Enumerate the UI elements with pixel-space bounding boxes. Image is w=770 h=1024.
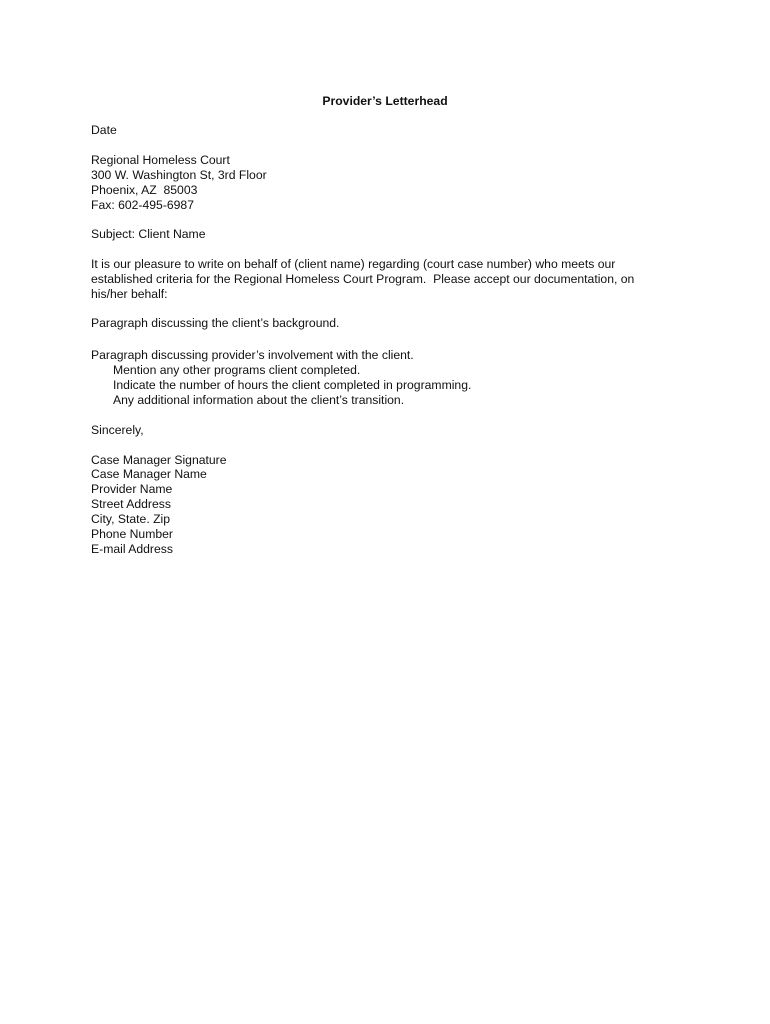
subject-text: Subject: Client Name [91,227,206,242]
involvement-point: Mention any other programs client completed. [113,362,361,377]
intro-line: his/her behalf: [91,287,168,302]
involvement-point: Any additional information about the client’s transition. [113,392,405,407]
signature-line: Provider Name [91,482,173,497]
date-text: Date [91,122,117,137]
involvement-text: Paragraph discussing provider’s involvement with the client. [91,347,414,362]
date-line [91,123,671,138]
involvement-paragraph [91,348,671,408]
recipient-name: Regional Homeless Court [91,152,230,167]
recipient-city-state-zip: Phoenix, AZ 85003 [91,182,198,197]
letterhead-title: Provider’s Letterhead [322,94,448,108]
signature-line: City, State. Zip [91,512,171,527]
signature-line: Case Manager Name [91,467,207,482]
recipient-address [91,153,671,213]
background-paragraph [91,316,671,331]
letter-body [91,94,671,557]
closing [91,423,671,438]
recipient-street: 300 W. Washington St, 3rd Floor [91,167,267,182]
intro-line: established criteria for the Regional Homeless Court Program. Please accept our documentation, on [91,272,635,287]
signature-line: Street Address [91,497,171,512]
subject-line [91,227,671,242]
involvement-point: Indicate the number of hours the client completed in programming. [113,377,472,392]
closing-text: Sincerely, [91,422,144,437]
signature-line: E-mail Address [91,541,173,556]
signature-line: Case Manager Signature [91,452,227,467]
recipient-fax: Fax: 602-495-6987 [91,197,194,212]
intro-line: It is our pleasure to write on behalf of (client name) regarding (court case number) who meets our [91,257,616,272]
intro-paragraph [91,257,671,302]
signature-line: Phone Number [91,527,173,542]
background-text: Paragraph discussing the client’s background. [91,316,340,331]
signature-block [91,453,671,557]
